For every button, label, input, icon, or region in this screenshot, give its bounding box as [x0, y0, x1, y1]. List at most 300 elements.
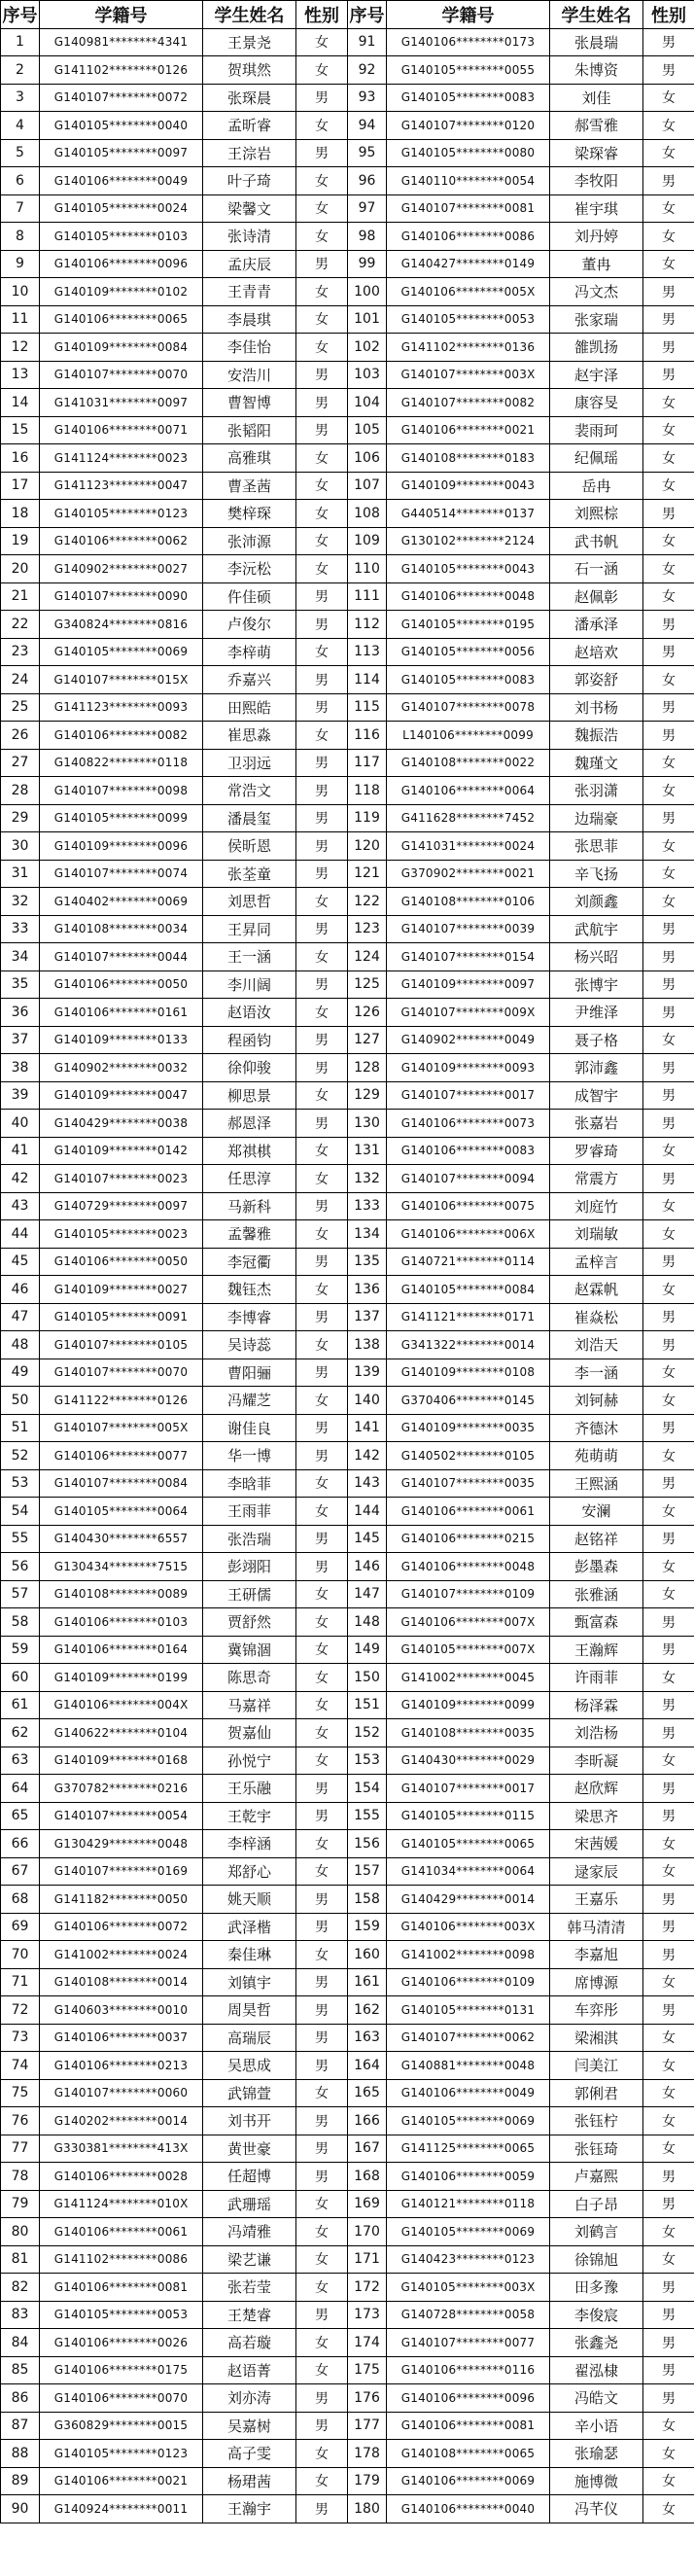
table-row	[1, 2274, 694, 2302]
student-id-cell: G141125********0065	[387, 2135, 550, 2163]
table-row	[1, 832, 694, 861]
row-index-cell: 148	[348, 1608, 387, 1637]
row-index-cell: 93	[348, 84, 387, 112]
student-id-cell: G140107********0072	[40, 84, 203, 112]
gender-cell: 女	[296, 1220, 348, 1249]
gender-cell: 男	[296, 582, 348, 611]
gender-cell: 男	[296, 1248, 348, 1276]
row-index-cell: 76	[1, 2107, 40, 2135]
row-index-cell: 92	[348, 56, 387, 85]
student-id-cell: G360829********0015	[40, 2412, 203, 2440]
row-index-cell: 166	[348, 2107, 387, 2135]
row-index-cell: 58	[1, 1608, 40, 1637]
student-name-cell: 魏振浩	[550, 722, 643, 750]
row-index-cell: 143	[348, 1469, 387, 1498]
row-index-cell: 63	[1, 1747, 40, 1775]
table-row	[1, 1192, 694, 1220]
student-id-cell: G140728********0058	[387, 2301, 550, 2329]
student-id-cell: G140107********0090	[40, 582, 203, 611]
student-name-cell: 苑萌萌	[550, 1442, 643, 1470]
row-index-cell: 144	[348, 1498, 387, 1526]
row-index-cell: 13	[1, 361, 40, 389]
student-id-cell: G140106********0213	[40, 2052, 203, 2080]
student-name-cell: 潘承泽	[550, 611, 643, 639]
row-index-cell: 11	[1, 305, 40, 334]
student-name-cell: 常浩文	[203, 777, 296, 805]
row-index-cell: 35	[1, 970, 40, 999]
gender-cell: 女	[643, 472, 694, 500]
gender-cell: 男	[643, 611, 694, 639]
gender-cell: 女	[643, 1747, 694, 1775]
student-name-cell: 尹维泽	[550, 999, 643, 1027]
row-index-cell: 155	[348, 1802, 387, 1830]
row-index-cell: 169	[348, 2190, 387, 2218]
gender-cell: 男	[643, 1303, 694, 1331]
gender-cell: 女	[643, 832, 694, 861]
student-name-cell: 周昊哲	[203, 1996, 296, 2025]
student-name-cell: 刘佳	[550, 84, 643, 112]
student-id-cell: G140105********0123	[40, 2440, 203, 2468]
student-id-cell: G140106********0215	[387, 1525, 550, 1553]
student-name-cell: 王景尧	[203, 28, 296, 56]
student-name-cell: 刘瑞敏	[550, 1220, 643, 1249]
table-row	[1, 1691, 694, 1719]
gender-cell: 女	[296, 56, 348, 85]
row-index-cell: 110	[348, 555, 387, 583]
gender-cell: 女	[296, 527, 348, 555]
gender-cell: 男	[296, 84, 348, 112]
row-index-cell: 41	[1, 1137, 40, 1165]
student-name-cell: 刘丹婷	[550, 223, 643, 251]
student-name-cell: 赵语汝	[203, 999, 296, 1027]
row-index-cell: 71	[1, 1968, 40, 1996]
student-name-cell: 李嘉旭	[550, 1941, 643, 1969]
student-id-cell: G140110********0054	[387, 167, 550, 195]
gender-cell: 女	[296, 1331, 348, 1359]
gender-cell: 男	[643, 722, 694, 750]
gender-cell: 女	[643, 139, 694, 167]
student-id-cell: G140107********0062	[387, 2024, 550, 2052]
student-id-cell: G140107********0169	[40, 1857, 203, 1886]
table-row	[1, 334, 694, 362]
row-index-cell: 80	[1, 2218, 40, 2246]
student-name-cell: 李梓萌	[203, 638, 296, 666]
gender-cell: 女	[296, 1857, 348, 1886]
gender-cell: 男	[296, 1442, 348, 1470]
gender-cell: 男	[296, 666, 348, 694]
row-index-cell: 100	[348, 278, 387, 306]
student-name-cell: 任思淳	[203, 1165, 296, 1193]
student-id-cell: G140108********0183	[387, 444, 550, 473]
student-name-cell: 高雅琪	[203, 444, 296, 473]
table-row	[1, 1580, 694, 1608]
student-id-cell: G370902********0021	[387, 860, 550, 888]
table-row	[1, 194, 694, 223]
gender-cell: 男	[296, 1303, 348, 1331]
student-id-cell: G140106********0096	[387, 2384, 550, 2413]
student-id-cell: G140107********003X	[387, 361, 550, 389]
gender-cell: 女	[296, 555, 348, 583]
row-index-cell: 64	[1, 1775, 40, 1803]
gender-cell: 男	[643, 1054, 694, 1082]
table-row	[1, 389, 694, 417]
gender-cell: 男	[643, 1941, 694, 1969]
table-row	[1, 749, 694, 777]
student-name-cell: 甄富森	[550, 1608, 643, 1637]
gender-cell: 男	[296, 1913, 348, 1941]
table-row	[1, 1968, 694, 1996]
student-id-cell: G140106********0161	[40, 999, 203, 1027]
student-name-cell: 乔嘉兴	[203, 666, 296, 694]
student-id-cell: G140106********0048	[387, 1553, 550, 1581]
student-id-cell: G140105********0099	[40, 804, 203, 832]
student-name-cell: 齐德沐	[550, 1414, 643, 1442]
student-id-cell: G140105********0065	[387, 1830, 550, 1858]
header-student-id: 学籍号	[40, 1, 203, 29]
student-name-cell: 杨兴昭	[550, 943, 643, 971]
row-index-cell: 2	[1, 56, 40, 85]
gender-cell: 男	[643, 1608, 694, 1637]
row-index-cell: 34	[1, 943, 40, 971]
row-index-cell: 50	[1, 1387, 40, 1415]
gender-cell: 女	[296, 167, 348, 195]
table-row	[1, 361, 694, 389]
student-name-cell: 朱博资	[550, 56, 643, 85]
table-row	[1, 804, 694, 832]
student-id-cell: G140109********0043	[387, 472, 550, 500]
row-index-cell: 37	[1, 1026, 40, 1054]
student-name-cell: 王研儒	[203, 1580, 296, 1608]
student-id-cell: G341322********0014	[387, 1331, 550, 1359]
student-id-cell: G140107********0054	[40, 1802, 203, 1830]
gender-cell: 男	[296, 1192, 348, 1220]
student-name-cell: 张韬阳	[203, 416, 296, 444]
row-index-cell: 120	[348, 832, 387, 861]
table-row	[1, 1941, 694, 1969]
row-index-cell: 5	[1, 139, 40, 167]
gender-cell: 女	[643, 2245, 694, 2274]
student-id-cell: G140107********009X	[387, 999, 550, 1027]
gender-cell: 女	[296, 472, 348, 500]
student-name-cell: 王瀚宇	[203, 2495, 296, 2523]
row-index-cell: 168	[348, 2163, 387, 2191]
student-name-cell: 吴思成	[203, 2052, 296, 2080]
row-index-cell: 21	[1, 582, 40, 611]
student-id-cell: G141002********0024	[40, 1941, 203, 1969]
gender-cell: 男	[643, 693, 694, 722]
gender-cell: 男	[296, 1414, 348, 1442]
student-id-cell: G140105********0115	[387, 1802, 550, 1830]
student-name-cell: 王乾宇	[203, 1802, 296, 1830]
gender-cell: 男	[643, 167, 694, 195]
student-name-cell: 田多豫	[550, 2274, 643, 2302]
student-name-cell: 聂子格	[550, 1026, 643, 1054]
gender-cell: 女	[296, 500, 348, 528]
student-name-cell: 刘钶赫	[550, 1387, 643, 1415]
row-index-cell: 133	[348, 1192, 387, 1220]
row-index-cell: 26	[1, 722, 40, 750]
gender-cell: 男	[296, 1553, 348, 1581]
student-id-cell: G140429********0014	[387, 1886, 550, 1914]
header-gender: 性别	[643, 1, 694, 29]
student-id-cell: G140502********0105	[387, 1442, 550, 1470]
row-index-cell: 98	[348, 223, 387, 251]
gender-cell: 女	[296, 2190, 348, 2218]
student-id-cell: G140108********0065	[387, 2440, 550, 2468]
gender-cell: 男	[643, 500, 694, 528]
student-name-cell: 马嘉祥	[203, 1691, 296, 1719]
gender-cell: 女	[643, 777, 694, 805]
student-id-cell: G140106********005X	[387, 278, 550, 306]
row-index-cell: 29	[1, 804, 40, 832]
gender-cell: 女	[643, 2412, 694, 2440]
row-index-cell: 167	[348, 2135, 387, 2163]
student-name-cell: 贺嘉仙	[203, 1719, 296, 1747]
gender-cell: 女	[643, 582, 694, 611]
row-index-cell: 105	[348, 416, 387, 444]
gender-cell: 男	[296, 361, 348, 389]
header-index: 序号	[348, 1, 387, 29]
student-name-cell: 高瑞辰	[203, 2024, 296, 2052]
header-gender: 性别	[296, 1, 348, 29]
gender-cell: 女	[643, 527, 694, 555]
row-index-cell: 73	[1, 2024, 40, 2052]
row-index-cell: 78	[1, 2163, 40, 2191]
student-name-cell: 黄世豪	[203, 2135, 296, 2163]
student-name-cell: 郝雪雅	[550, 112, 643, 140]
gender-cell: 女	[296, 1469, 348, 1498]
row-index-cell: 157	[348, 1857, 387, 1886]
row-index-cell: 38	[1, 1054, 40, 1082]
student-id-cell: G140105********0084	[387, 1276, 550, 1304]
row-index-cell: 68	[1, 1886, 40, 1914]
student-name-cell: 卢嘉熙	[550, 2163, 643, 2191]
student-id-cell: G140109********0047	[40, 1081, 203, 1110]
student-name-cell: 张羽潇	[550, 777, 643, 805]
student-name-cell: 施博微	[550, 2467, 643, 2495]
row-index-cell: 54	[1, 1498, 40, 1526]
table-row	[1, 500, 694, 528]
gender-cell: 女	[296, 1498, 348, 1526]
student-id-cell: G140105********0053	[40, 2301, 203, 2329]
row-index-cell: 81	[1, 2245, 40, 2274]
gender-cell: 男	[296, 1802, 348, 1830]
gender-cell: 男	[296, 860, 348, 888]
student-id-cell: G140107********015X	[40, 666, 203, 694]
row-index-cell: 55	[1, 1525, 40, 1553]
gender-cell: 女	[643, 1220, 694, 1249]
gender-cell: 男	[296, 2301, 348, 2329]
row-index-cell: 125	[348, 970, 387, 999]
student-id-cell: G140106********0082	[40, 722, 203, 750]
row-index-cell: 174	[348, 2329, 387, 2357]
gender-cell: 女	[296, 112, 348, 140]
student-id-cell: G140107********0154	[387, 943, 550, 971]
row-index-cell: 45	[1, 1248, 40, 1276]
row-index-cell: 65	[1, 1802, 40, 1830]
student-id-cell: G140430********6557	[40, 1525, 203, 1553]
gender-cell: 男	[296, 1886, 348, 1914]
table-row	[1, 139, 694, 167]
student-name-cell: 成智宇	[550, 1081, 643, 1110]
table-row	[1, 444, 694, 473]
table-row	[1, 1331, 694, 1359]
row-index-cell: 16	[1, 444, 40, 473]
student-id-cell: G140106********0049	[40, 167, 203, 195]
student-id-cell: G370406********0145	[387, 1387, 550, 1415]
student-name-cell: 张若莹	[203, 2274, 296, 2302]
gender-cell: 男	[643, 1996, 694, 2025]
student-name-cell: 韩马清清	[550, 1913, 643, 1941]
gender-cell: 女	[296, 1165, 348, 1193]
row-index-cell: 31	[1, 860, 40, 888]
student-name-cell: 王雨菲	[203, 1498, 296, 1526]
student-name-cell: 张沛源	[203, 527, 296, 555]
gender-cell: 男	[643, 1802, 694, 1830]
row-index-cell: 6	[1, 167, 40, 195]
student-id-cell: G140107********0070	[40, 361, 203, 389]
student-name-cell: 赵欣辉	[550, 1775, 643, 1803]
gender-cell: 女	[296, 2079, 348, 2107]
student-id-cell: G140106********0059	[387, 2163, 550, 2191]
student-id-cell: G130429********0048	[40, 1830, 203, 1858]
student-name-cell: 梁思齐	[550, 1802, 643, 1830]
student-name-cell: 冯皓文	[550, 2384, 643, 2413]
gender-cell: 女	[296, 444, 348, 473]
header-student-id: 学籍号	[387, 1, 550, 29]
student-name-cell: 董冉	[550, 250, 643, 278]
student-name-cell: 郑祺棋	[203, 1137, 296, 1165]
student-name-cell: 田熙皓	[203, 693, 296, 722]
student-id-cell: G140107********0044	[40, 943, 203, 971]
student-name-cell: 梁馨文	[203, 194, 296, 223]
row-index-cell: 161	[348, 1968, 387, 1996]
student-id-cell: G140107********0084	[40, 1469, 203, 1498]
gender-cell: 女	[643, 1442, 694, 1470]
table-row	[1, 2384, 694, 2413]
student-id-cell: G140107********0039	[387, 915, 550, 943]
student-name-cell: 李博睿	[203, 1303, 296, 1331]
student-id-cell: G140106********0075	[387, 1192, 550, 1220]
student-name-cell: 秦佳琳	[203, 1941, 296, 1969]
row-index-cell: 69	[1, 1913, 40, 1941]
gender-cell: 女	[296, 1137, 348, 1165]
table-row	[1, 1664, 694, 1692]
student-id-cell: G140109********0199	[40, 1664, 203, 1692]
row-index-cell: 43	[1, 1192, 40, 1220]
student-id-cell: G140106********0037	[40, 2024, 203, 2052]
table-row	[1, 1248, 694, 1276]
student-id-cell: G140105********0103	[40, 223, 203, 251]
student-name-cell: 魏瑾文	[550, 749, 643, 777]
row-index-cell: 59	[1, 1636, 40, 1664]
student-name-cell: 郝恩泽	[203, 1110, 296, 1138]
table-row	[1, 2079, 694, 2107]
row-index-cell: 42	[1, 1165, 40, 1193]
student-name-cell: 马新科	[203, 1192, 296, 1220]
student-name-cell: 王淙岩	[203, 139, 296, 167]
row-index-cell: 111	[348, 582, 387, 611]
row-index-cell: 8	[1, 223, 40, 251]
gender-cell: 女	[643, 194, 694, 223]
row-index-cell: 74	[1, 2052, 40, 2080]
gender-cell: 男	[296, 777, 348, 805]
gender-cell: 女	[296, 1276, 348, 1304]
row-index-cell: 103	[348, 361, 387, 389]
gender-cell: 男	[643, 943, 694, 971]
row-index-cell: 128	[348, 1054, 387, 1082]
student-name-cell: 高若璇	[203, 2329, 296, 2357]
row-index-cell: 152	[348, 1719, 387, 1747]
student-name-cell: 仵佳硕	[203, 582, 296, 611]
row-index-cell: 179	[348, 2467, 387, 2495]
row-index-cell: 164	[348, 2052, 387, 2080]
student-name-cell: 张荃童	[203, 860, 296, 888]
student-name-cell: 梁琛睿	[550, 139, 643, 167]
gender-cell: 女	[643, 1276, 694, 1304]
gender-cell: 男	[643, 1081, 694, 1110]
row-index-cell: 44	[1, 1220, 40, 1249]
row-index-cell: 20	[1, 555, 40, 583]
row-index-cell: 53	[1, 1469, 40, 1498]
gender-cell: 女	[643, 1968, 694, 1996]
student-id-cell: G140109********0102	[40, 278, 203, 306]
gender-cell: 男	[296, 416, 348, 444]
row-index-cell: 56	[1, 1553, 40, 1581]
student-id-cell: G140109********0084	[40, 334, 203, 362]
gender-cell: 男	[296, 389, 348, 417]
table-row	[1, 1608, 694, 1637]
gender-cell: 女	[643, 2135, 694, 2163]
row-index-cell: 96	[348, 167, 387, 195]
gender-cell: 男	[643, 334, 694, 362]
gender-cell: 男	[643, 638, 694, 666]
student-name-cell: 吴诗蕊	[203, 1331, 296, 1359]
student-id-cell: G140107********0074	[40, 860, 203, 888]
student-name-cell: 刘镇宇	[203, 1968, 296, 1996]
gender-cell: 男	[296, 2495, 348, 2523]
gender-cell: 女	[643, 1664, 694, 1692]
gender-cell: 男	[643, 1913, 694, 1941]
student-name-cell: 张浩瑞	[203, 1525, 296, 1553]
student-id-cell: G140107********0120	[387, 112, 550, 140]
student-name-cell: 雒凯扬	[550, 334, 643, 362]
student-name-cell: 徐锦旭	[550, 2245, 643, 2274]
student-id-cell: G140429********0038	[40, 1110, 203, 1138]
row-index-cell: 1	[1, 28, 40, 56]
gender-cell: 女	[296, 1691, 348, 1719]
student-name-cell: 李冠衢	[203, 1248, 296, 1276]
table-row	[1, 2024, 694, 2052]
row-index-cell: 122	[348, 888, 387, 916]
student-name-cell: 吴嘉树	[203, 2412, 296, 2440]
gender-cell: 女	[643, 2467, 694, 2495]
row-index-cell: 36	[1, 999, 40, 1027]
student-id-cell: G140106********0081	[40, 2274, 203, 2302]
table-row	[1, 1165, 694, 1193]
row-index-cell: 135	[348, 1248, 387, 1276]
student-id-cell: G140105********0080	[387, 139, 550, 167]
student-id-cell: G140402********0069	[40, 888, 203, 916]
row-index-cell: 57	[1, 1580, 40, 1608]
table-row	[1, 722, 694, 750]
student-id-cell: G140106********0049	[387, 2079, 550, 2107]
student-name-cell: 孟庆辰	[203, 250, 296, 278]
student-name-cell: 郑舒心	[203, 1857, 296, 1886]
table-row	[1, 2135, 694, 2163]
gender-cell: 男	[296, 139, 348, 167]
student-name-cell: 柳思景	[203, 1081, 296, 1110]
